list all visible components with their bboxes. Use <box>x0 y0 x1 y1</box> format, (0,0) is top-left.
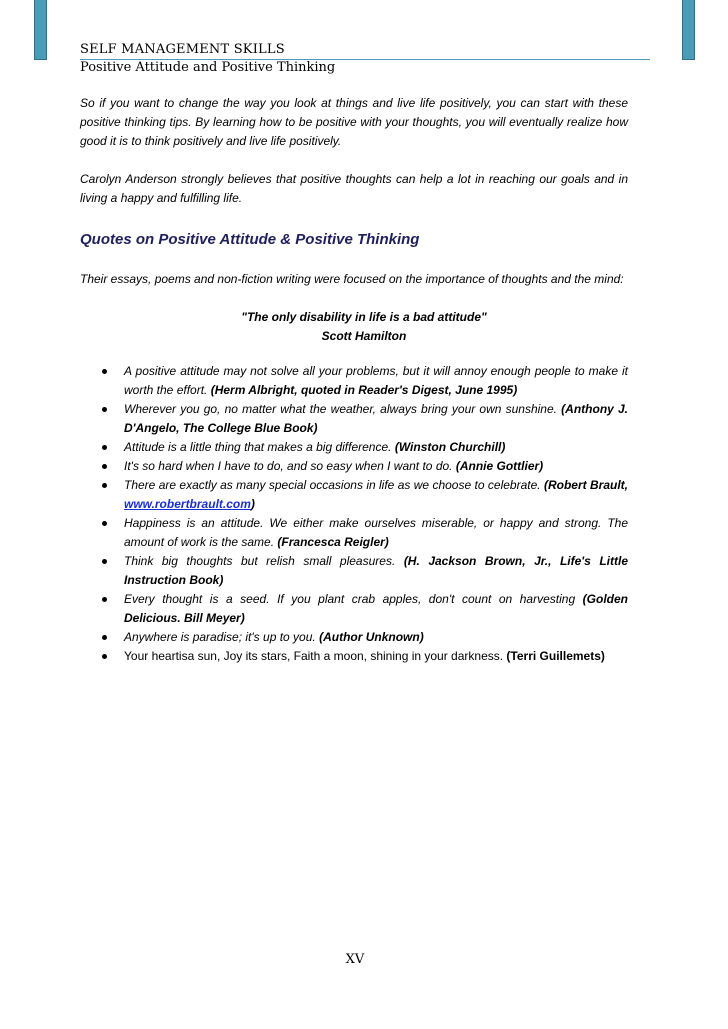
intro-paragraph-2: Carolyn Anderson strongly believes that positive thoughts can help a lot in reaching our goals and in living a happy and fulfilling life. <box>80 172 628 205</box>
quote-source: (H. Jackson Brown, Jr., Life's Little Instruction Book) <box>124 554 629 587</box>
list-item <box>80 590 628 628</box>
list-item <box>80 514 628 552</box>
quote-text: There are exactly as many special occasions in life as we choose to celebrate. <box>124 478 541 492</box>
quote-source: (Terri Guillemets) <box>506 649 605 663</box>
quote-text: Anywhere is paradise; it's up to you. <box>124 630 316 644</box>
page-number: XV <box>345 952 365 967</box>
list-item <box>80 628 628 647</box>
quote-source: (Annie Gottlier) <box>455 459 544 473</box>
list-item <box>80 438 628 457</box>
list-item <box>80 552 628 590</box>
bullet-icon <box>102 445 107 450</box>
robertbrault-link[interactable]: www.robertbrault.com <box>124 497 251 511</box>
header-subtitle: Positive Attitude and Positive Thinking <box>80 60 336 75</box>
bullet-icon <box>102 407 107 412</box>
quote-source: (Author Unknown) <box>319 630 424 644</box>
bullet-icon <box>102 521 107 526</box>
bullet-icon <box>102 597 107 602</box>
quote-text: A positive attitude may not solve all your problems, but it will annoy enough people to make it worth the effort. <box>124 364 628 397</box>
list-item <box>80 457 628 476</box>
featured-author: Scott Hamilton <box>321 329 407 343</box>
quote-list <box>80 362 628 666</box>
list-item <box>80 476 628 514</box>
section-heading: Quotes on Positive Attitude & Positive Thinking <box>80 231 420 248</box>
bullet-icon <box>102 464 107 469</box>
quote-source-prefix: (Robert Brault, <box>543 478 628 492</box>
left-decorative-tab <box>34 0 47 60</box>
quote-text: Wherever you go, no matter what the weather, always bring your own sunshine. <box>124 402 557 416</box>
quote-source: (Anthony J. D'Angelo, The College Blue Book) <box>124 402 629 435</box>
quote-source: (Golden Delicious. Bill Meyer) <box>124 592 628 625</box>
list-item <box>80 362 628 400</box>
section-lead: Their essays, poems and non-fiction writing were focused on the importance of thoughts and the mind: <box>80 272 624 286</box>
intro-paragraph-1: So if you want to change the way you look at things and live life positively, you can start with these positive thinking tips. By learning how to be positive with your thoughts, you will eventually realize how good it is to think positively and live life positively. <box>80 96 628 148</box>
list-item <box>80 647 628 666</box>
bullet-icon <box>102 654 107 659</box>
quote-text: Attitude is a little thing that makes a big difference. <box>124 440 392 454</box>
page-content <box>80 94 628 666</box>
quote-source: (Francesca Reigler) <box>277 535 389 549</box>
quote-source: (Herm Albright, quoted in Reader's Digest, June 1995) <box>210 383 518 397</box>
quote-text: Think big thoughts but relish small pleasures. <box>124 554 396 568</box>
quote-text: Happiness is an attitude. We either make ourselves miserable, or happy and strong. The amount of work is the same. <box>124 516 628 549</box>
bullet-icon <box>102 483 107 488</box>
bullet-icon <box>102 369 107 374</box>
header-rule <box>80 59 650 60</box>
header-title: SELF MANAGEMENT SKILLS <box>80 42 285 57</box>
page-header <box>80 41 650 77</box>
quote-source-suffix: ) <box>250 497 255 511</box>
list-item <box>80 400 628 438</box>
right-decorative-tab <box>682 0 695 60</box>
bullet-icon <box>102 559 107 564</box>
bullet-icon <box>102 635 107 640</box>
quote-text: It's so hard when I have to do, and so easy when I want to do. <box>124 459 453 473</box>
featured-quote: "The only disability in life is a bad attitude" <box>241 310 487 324</box>
quote-text: Every thought is a seed. If you plant crab apples, don't count on harvesting <box>124 592 576 606</box>
quote-source: (Winston Churchill) <box>394 440 506 454</box>
quote-text: Your heartisa sun, Joy its stars, Faith a moon, shining in your darkness. <box>124 649 504 663</box>
